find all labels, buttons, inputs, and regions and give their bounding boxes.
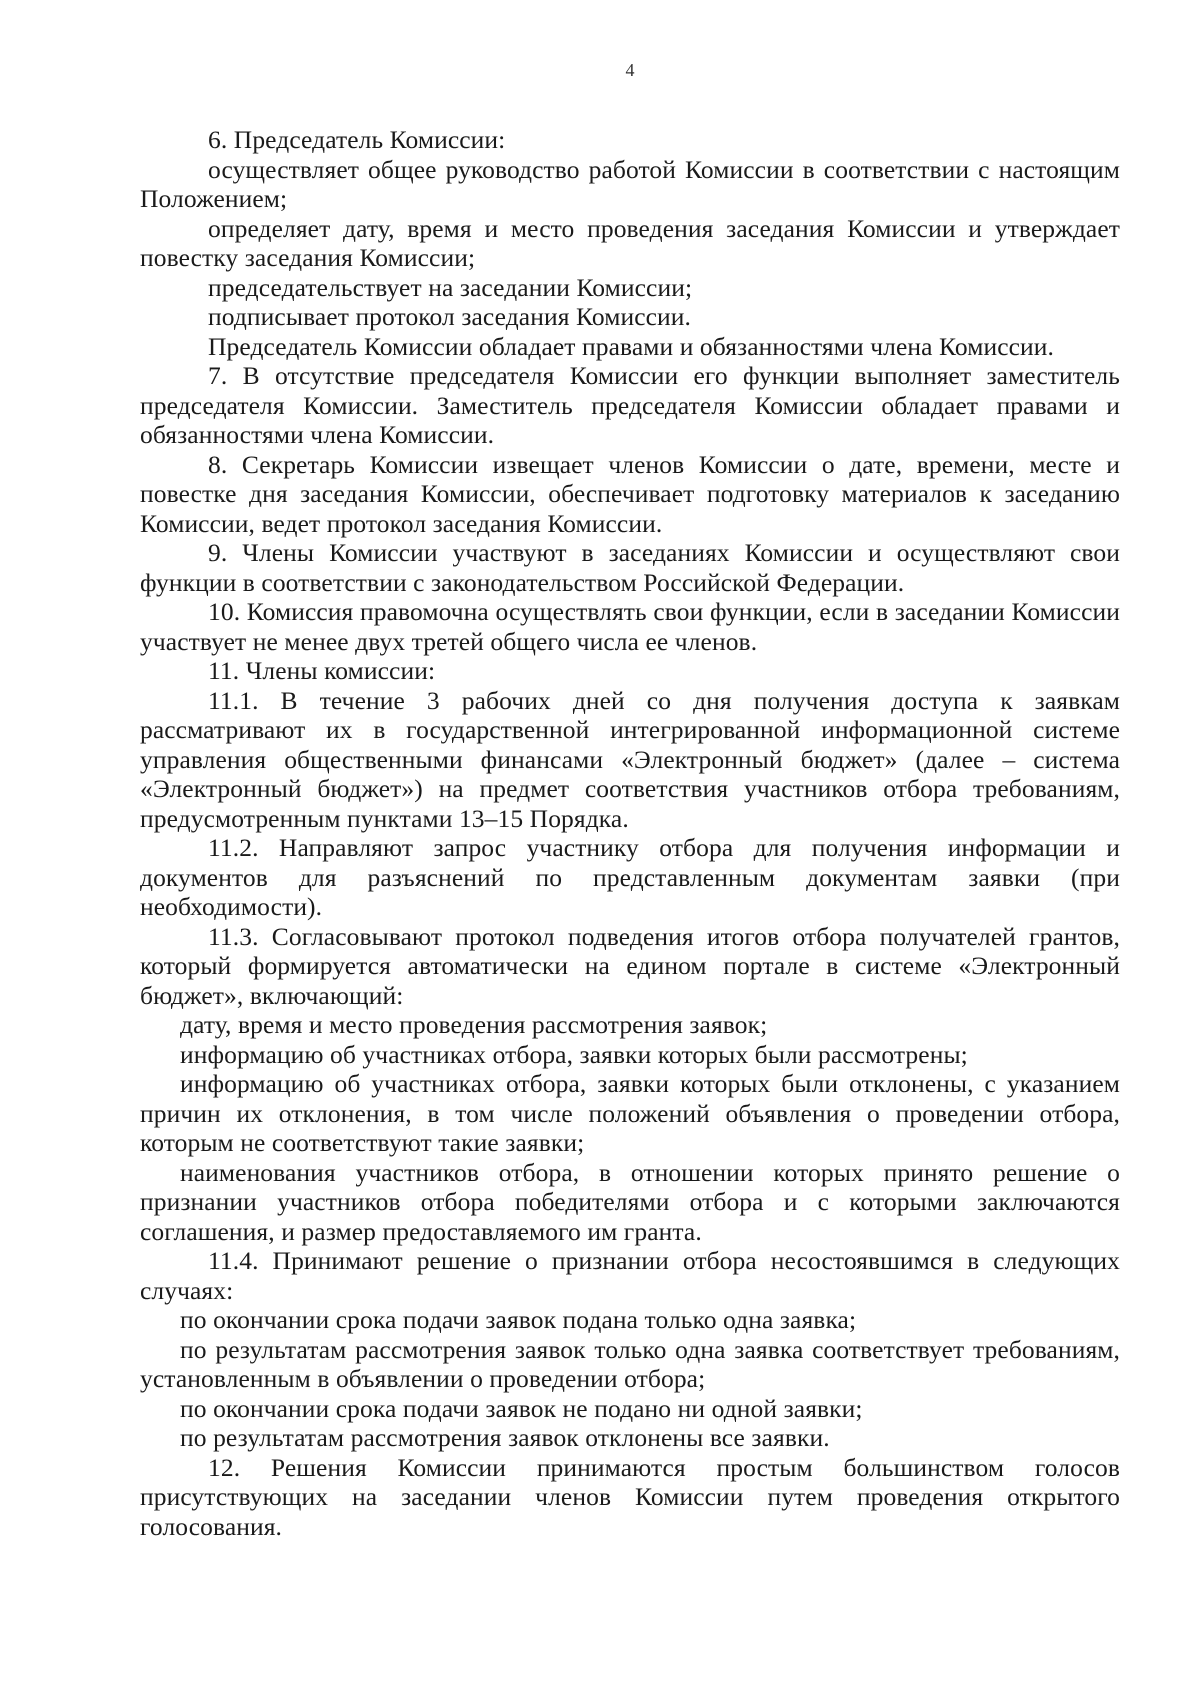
paragraph-6-item-3: председательствует на заседании Комиссии; — [208, 272, 693, 302]
paragraph-11-4-item-3: по окончании срока подачи заявок не подано ни одной заявки; — [180, 1393, 863, 1423]
paragraph-11-3: 11.3. Согласовывают протокол подведения итогов отбора получателей грантов, который формируется автоматически на едином портале в системе «Электронный бюджет», включающий: — [140, 921, 1120, 1010]
paragraph-11-3-item-2: информацию об участниках отбора, заявки которых были рассмотрены; — [180, 1039, 968, 1069]
paragraph-11-heading: 11. Члены комиссии: — [208, 656, 436, 685]
page-number: 4 — [625, 60, 635, 80]
document-body — [140, 125, 1120, 1541]
paragraph-11-3-item-1: дату, время и место проведения рассмотрения заявок; — [180, 1010, 768, 1039]
paragraph-11-4-item-2: по результатам рассмотрения заявок только одна заявка соответствует требованиям, установленным в объявлении о проведении отбора; — [140, 1334, 1120, 1393]
paragraph-9: 9. Члены Комиссии участвуют в заседаниях Комиссии и осуществляют свои функции в соответствии с законодательством Российской Федерации. — [140, 538, 1120, 597]
paragraph-11-2: 11.2. Направляют запрос участнику отбора для получения информации и документов для разъяснений по представленным документам заявки (при необходимости). — [140, 833, 1120, 921]
paragraph-6-item-1: осуществляет общее руководство работой Комиссии в соответствии с настоящим Положением; — [140, 154, 1120, 213]
paragraph-6-item-2: определяет дату, время и место проведения заседания Комиссии и утверждает повестку заседания Комиссии; — [140, 213, 1120, 272]
paragraph-11-4-item-1: по окончании срока подачи заявок подана только одна заявка; — [180, 1305, 857, 1334]
paragraph-11-1: 11.1. В течение 3 рабочих дней со дня получения доступа к заявкам рассматривают их в государственной интегрированной информационной системе управления общественными финансами «Электронный бюджет» (далее – система «Электронный бюджет») на предмет соответствия участников отбора требованиям, предусмотренным пунктами 13–15 Порядка. — [140, 685, 1120, 833]
paragraph-11-3-item-3: информацию об участниках отбора, заявки которых были отклонены, с указанием причин их отклонения, в том числе положений объявления о проведении отбора, которым не соответствуют такие заявки; — [140, 1069, 1120, 1157]
paragraph-11-4: 11.4. Принимают решение о признании отбора несостоявшимся в следующих случаях: — [140, 1246, 1120, 1305]
paragraph-11-4-item-4: по результатам рассмотрения заявок отклонены все заявки. — [180, 1423, 830, 1452]
paragraph-12: 12. Решения Комиссии принимаются простым большинством голосов присутствующих на заседании членов Комиссии путем проведения открытого голосования. — [140, 1452, 1120, 1541]
paragraph-6-item-4: подписывает протокол заседания Комиссии. — [208, 302, 691, 331]
paragraph-6-rights: Председатель Комиссии обладает правами и обязанностями члена Комиссии. — [208, 331, 1055, 361]
paragraph-11-3-item-4: наименования участников отбора, в отношении которых принято решение о признании участников отбора победителями отбора и с которыми заключаются соглашения, и размер предоставляемого им гранта. — [140, 1157, 1120, 1246]
paragraph-10: 10. Комиссия правомочна осуществлять свои функции, если в заседании Комиссии участвует не менее двух третей общего числа ее членов. — [140, 597, 1120, 656]
paragraph-8: 8. Секретарь Комиссии извещает членов Комиссии о дате, времени, месте и повестке дня заседания Комиссии, обеспечивает подготовку материалов к заседанию Комиссии, ведет протокол заседания Комиссии. — [140, 449, 1120, 538]
paragraph-6-heading: 6. Председатель Комиссии: — [208, 125, 506, 154]
paragraph-7: 7. В отсутствие председателя Комиссии его функции выполняет заместитель председателя Комиссии. Заместитель председателя Комиссии обладает правами и обязанностями члена Комиссии. — [140, 361, 1120, 449]
